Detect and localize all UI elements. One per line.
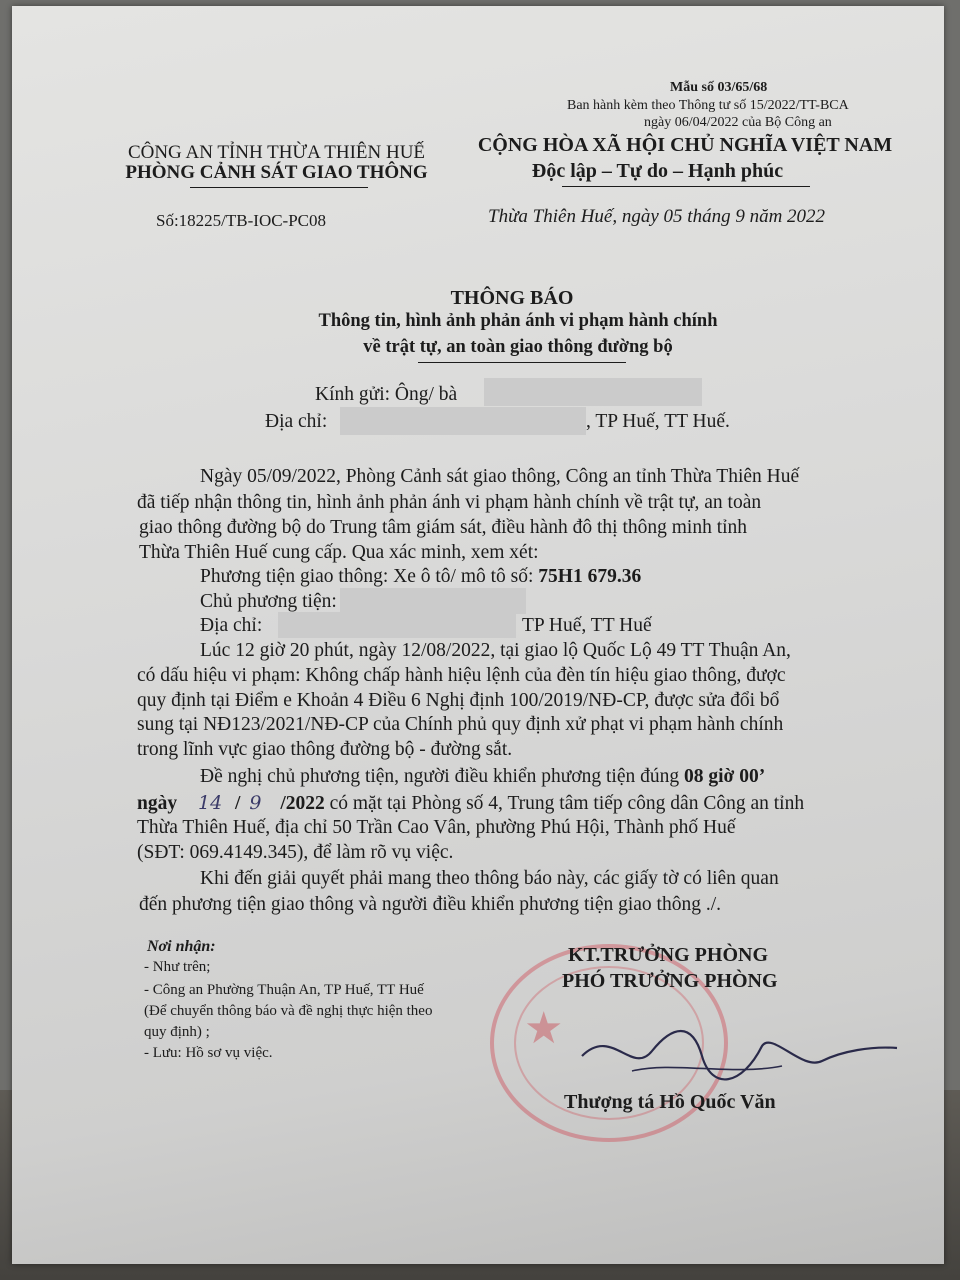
title-underline [418,362,626,363]
vehicle-label: Phương tiện giao thông: Xe ô tô/ mô tô số: [200,566,539,587]
para3-line4: (SĐT: 069.4149.345), để làm rõ vụ việc. [137,842,454,863]
para4-line2: đến phương tiện giao thông và người điều khiển phương tiện giao thông ./. [139,894,722,915]
nation-name: CỘNG HÒA XÃ HỘI CHỦ NGHĨA VIỆT NAM [477,134,893,156]
owner-address-suffix: TP Huế, TT Huế [522,615,652,636]
recipients-item-4: quy định) ; [144,1024,210,1040]
signature-title-1: KT.TRƯỞNG PHÒNG [568,944,768,966]
recipients-item-1: - Như trên; [144,959,211,975]
para2-line4: sung tại NĐ123/2021/NĐ-CP của Chính phủ quy định xử phạt vi phạm hành chính [137,714,784,735]
para1-line2: đã tiếp nhận thông tin, hình ảnh phản ánh vi phạm hành chính về trật tự, an toàn [137,492,762,513]
para2-line2: có dấu hiệu vi phạm: Không chấp hành hiệu lệnh của đèn tín hiệu giao thông, được [137,665,786,686]
recipient-address-suffix: , TP Huế, TT Huế. [586,411,730,432]
redacted-recipient-address [340,407,586,435]
owner-address-label: Địa chỉ: [200,615,263,636]
document-page: Mẫu số 03/65/68 Ban hành kèm theo Thông tư số 15/2022/TT-BCA ngày 06/04/2022 của Bộ Công an CÔNG AN TỈNH THỪA THIÊN HUẾ PHÒNG CẢNH SÁT GIAO THÔNG Số:18225/TB-IOC-PC08 CỘNG HÒA XÃ HỘI CHỦ NGHĨA VIỆT NAM Độc lập – Tự do – Hạnh phúc Thừa Thiên Huế, ngày 05 tháng 9 năm 2022 THÔNG BÁO Thông tin, hình ảnh phản ánh vi phạm hành chính về trật tự, an toàn giao thông đường bộ Kính gửi: Ông/ bà Địa chỉ: , TP Huế, TT Huế. Ngày 05/09/2022, Phòng Cảnh sát giao thông, Công an tỉnh Thừa Thiên Huế đã tiếp nhận thông tin, hình ảnh phản ánh vi phạm hành chính về trật tự, an toàn giao thông đường bộ do Trung tâm giám sát, điều hành đô thị thông minh tỉnh Thừa Thiên Huế cung cấp. Qua xác minh, xem xét: Phương tiện giao thông: Xe ô tô/ mô tô số: 75H1 679.36 Chủ phương tiện: Địa chỉ: TP Huế, TT Huế Lúc 12 giờ 20 phút, ngày 12/08/2022, tại giao lộ Quốc Lộ 49 TT Thuận An, có dấu hiệu vi phạm: Không chấp hành hiệu lệnh của đèn tín hiệu giao thông, được quy định tại Điểm e Khoản 4 Điều 6 Nghị định 100/2019/NĐ-CP, được sửa đổi bổ sung tại NĐ123/2021/NĐ-CP của Chính phủ quy định xử phạt vi phạm hành chính trong lĩnh vực giao thông đường bộ - đường sắt. Đề nghị chủ phương tiện, người điều khiển phương tiện đúng 08 giờ 00’ ngày 14 / 9 /2022 có mặt tại Phòng số 4, Trung tâm tiếp công dân Công an tỉnh Thừa Thiên Huế, địa chỉ 50 Trần Cao Vân, phường Phú Hội, Thành phố Huế (SĐT: 069.4149.345), để làm rõ vụ việc. Khi đến giải quyết phải mang theo thông báo này, các giấy tờ có liên quan đến phương tiện giao thông và người điều khiển phương tiện giao thông ./. Nơi nhận: - Như trên; - Công an Phường Thuận An, TP Huế, TT Huế (Để chuyển thông báo và đề nghị thực hiện theo quy định) ; - Lưu: Hồ sơ vụ việc. ★ KT.TRƯỞNG PHÒNG PHÓ TRƯỞNG PHÒNG Thượng tá Hồ Quốc Văn [12,6,944,1264]
nation-motto: Độc lập – Tự do – Hạnh phúc [531,160,784,182]
recipients-item-2: - Công an Phường Thuận An, TP Huế, TT Huế [144,982,424,998]
form-issued-line2: ngày 06/04/2022 của Bộ Công an [644,115,832,130]
agency-underline [190,187,368,188]
recipient-greeting: Kính gửi: Ông/ bà [315,384,458,405]
vehicle-plate: 75H1 679.36 [538,566,642,587]
para2-line5: trong lĩnh vực giao thông đường bộ - đường sắt. [137,739,513,760]
agency-name: CÔNG AN TỈNH THỪA THIÊN HUẾ [127,142,426,163]
redacted-owner-name [340,588,526,614]
signature-title-2: PHÓ TRƯỞNG PHÒNG [562,970,778,992]
para3-line1: Đề nghị chủ phương tiện, người điều khiển phương tiện đúng [200,766,684,787]
para4-line1: Khi đến giải quyết phải mang theo thông báo này, các giấy tờ có liên quan [200,868,779,889]
appointment-day-label: ngày [137,793,178,814]
signer-name: Thượng tá Hồ Quốc Văn [564,1091,776,1113]
recipient-address-label: Địa chỉ: [265,411,328,432]
document-number: Số:18225/TB-IOC-PC08 [156,211,327,230]
seal-star-icon: ★ [524,1004,564,1053]
place-date: Thừa Thiên Huế, ngày 05 tháng 9 năm 2022 [488,206,826,227]
para1-line1: Ngày 05/09/2022, Phòng Cảnh sát giao thông, Công an tỉnh Thừa Thiên Huế [200,466,800,487]
handwritten-month: 9 [249,792,262,814]
appointment-year: /2022 [280,793,325,814]
para3-line3: Thừa Thiên Huế, địa chỉ 50 Trần Cao Vân, phường Phú Hội, Thành phố Huế [137,817,736,838]
appointment-time: 08 giờ 00’ [684,766,766,787]
motto-underline [562,186,810,187]
owner-label: Chủ phương tiện: [200,591,337,612]
document-subtitle-2: về trật tự, an toàn giao thông đường bộ [363,337,673,357]
para1-line4: Thừa Thiên Huế cung cấp. Qua xác minh, xem xét: [139,542,539,563]
redacted-recipient-name [484,378,702,406]
para3-line2: có mặt tại Phòng số 4, Trung tâm tiếp công dân Công an tỉnh [324,793,805,814]
agency-department: PHÒNG CẢNH SÁT GIAO THÔNG [125,162,428,183]
recipients-heading: Nơi nhận: [147,938,216,955]
recipients-item-3: (Để chuyển thông báo và đề nghị thực hiện theo [144,1003,433,1019]
handwritten-signature [572,1016,902,1096]
form-issued-line1: Ban hành kèm theo Thông tư số 15/2022/TT-BCA [567,98,849,113]
para2-line1: Lúc 12 giờ 20 phút, ngày 12/08/2022, tại giao lộ Quốc Lộ 49 TT Thuận An, [200,640,791,661]
handwritten-day: 14 [197,792,223,814]
para1-line3: giao thông đường bộ do Trung tâm giám sát, điều hành đô thị thông minh tỉnh [139,517,748,538]
recipients-item-5: - Lưu: Hồ sơ vụ việc. [144,1045,273,1061]
para2-line3: quy định tại Điểm e Khoản 4 Điều 6 Nghị định 100/2019/NĐ-CP, được sửa đổi bổ [137,690,780,711]
form-code: Mẫu số 03/65/68 [670,80,768,95]
document-title: THÔNG BÁO [450,287,574,309]
document-subtitle-1: Thông tin, hình ảnh phản ánh vi phạm hành chính [318,311,718,331]
redacted-owner-address [278,612,516,638]
